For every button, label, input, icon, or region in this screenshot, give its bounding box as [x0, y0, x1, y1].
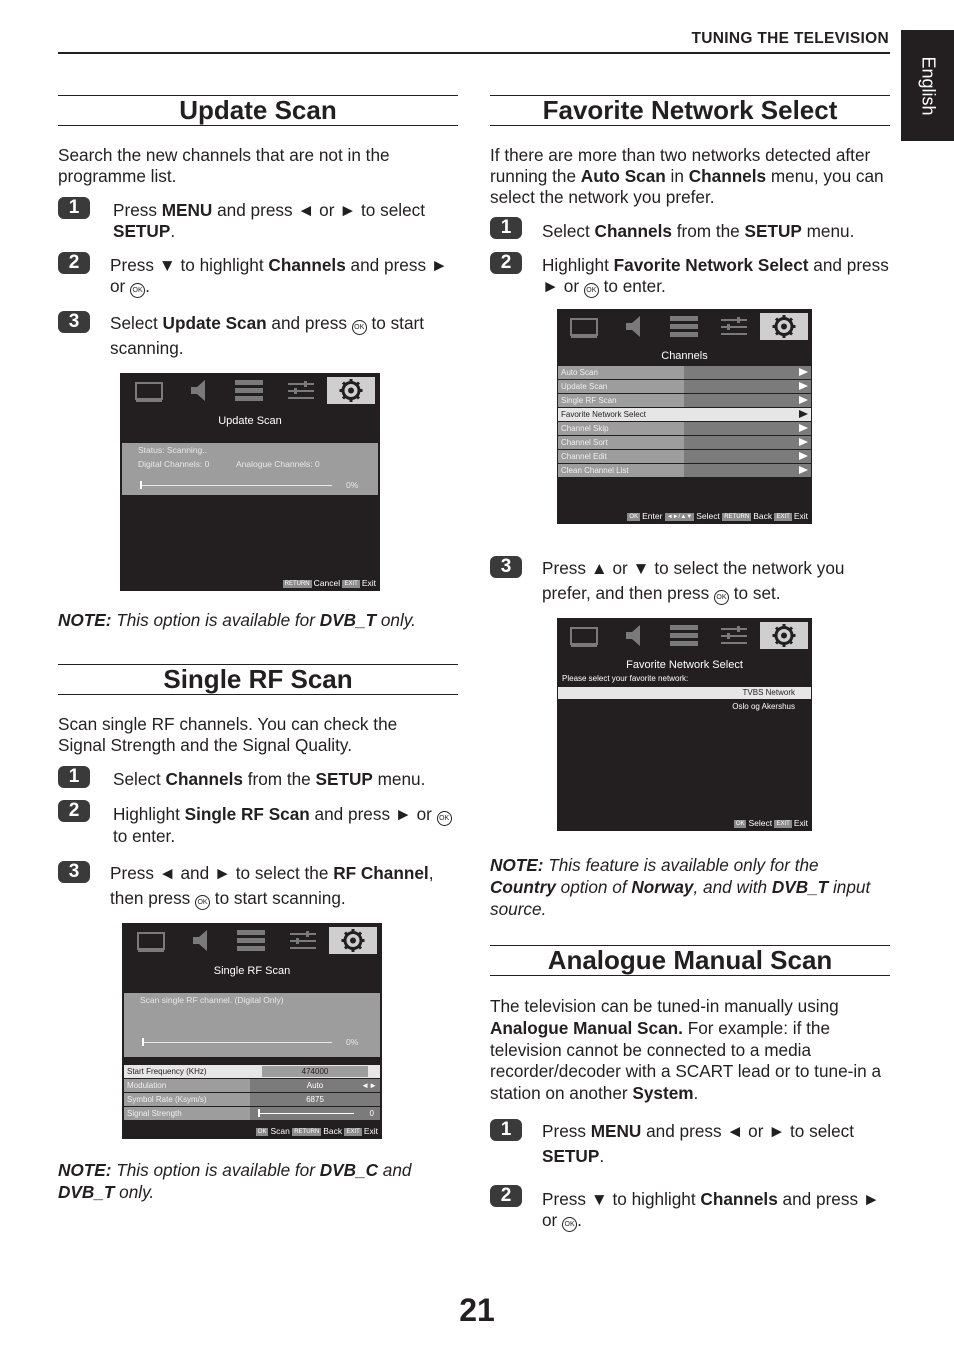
- setup-tab-selected: [760, 622, 808, 649]
- step-text: Select Update Scan and press OK to start scanning.: [110, 313, 424, 358]
- network-option-selected[interactable]: TVBS Network: [558, 687, 811, 699]
- screen-title: Update Scan: [218, 415, 282, 427]
- select-prompt: Please select your favorite network:: [562, 674, 689, 683]
- sound-icon: [623, 622, 645, 649]
- update-scan-note: NOTE: This option is available for DVB_T only.: [58, 610, 416, 630]
- section-title-analogue-manual-scan: Analogue Manual Scan: [490, 945, 890, 976]
- menu-icon-bar: [557, 618, 812, 652]
- arrow-right-icon: [799, 466, 808, 474]
- ok-button-icon: OK: [437, 811, 452, 826]
- screen-footer: RETURN Cancel EXIT Exit: [284, 578, 376, 588]
- param-row-symbol-rate[interactable]: Symbol Rate (Ksym/s) 6875: [124, 1093, 380, 1106]
- arrow-right-icon: [799, 452, 808, 460]
- sound-icon: [188, 377, 210, 404]
- screen-footer: OK Scan RETURN Back EXIT Exit: [257, 1126, 378, 1136]
- step-number: 3: [490, 556, 522, 578]
- step-number: 2: [58, 800, 90, 822]
- page-number: 21: [459, 1292, 495, 1328]
- ok-button-icon: OK: [562, 1217, 577, 1232]
- menu-item-channel-edit[interactable]: Channel Edit: [558, 450, 811, 463]
- setup-tab-selected: [760, 313, 808, 340]
- step-text: Select Channels from the SETUP menu.: [113, 769, 426, 789]
- scan-status-panel: [122, 443, 378, 495]
- step-number: 1: [490, 1119, 522, 1141]
- signal-bar: [258, 1113, 354, 1114]
- step-text: Highlight Single RF Scan and press ► or OK to enter.: [113, 804, 458, 847]
- settings-sliders-icon: [719, 622, 749, 649]
- scan-info-panel: [124, 993, 380, 1057]
- menu-icon-bar: [557, 309, 812, 343]
- settings-sliders-icon: [719, 313, 749, 340]
- picture-icon: [569, 622, 599, 649]
- language-label: English: [918, 55, 938, 116]
- analogue-manual-intro: The television can be tuned-in manually using Analogue Manual Scan. For example: if the television cannot be connected to a media recorder/decoder with a SCART lead or to tune-in a station on another System.: [490, 996, 882, 1104]
- arrow-right-icon: [799, 396, 808, 404]
- screen-title: Channels: [661, 350, 708, 362]
- language-tab: [901, 30, 954, 141]
- step-text: Press ▼ to highlight Channels and press ► or OK .: [542, 1189, 880, 1230]
- section-title-single-rf-scan: Single RF Scan: [58, 664, 458, 695]
- single-rf-screen: [122, 923, 382, 1139]
- channel-list-icon: [667, 313, 701, 340]
- param-row-start-frequency[interactable]: Start Frequency (KHz) 474000: [124, 1065, 380, 1078]
- step-text: Press ▼ to highlight Channels and press ► or OK .: [110, 255, 448, 296]
- single-rf-intro: Scan single RF channels. You can check the Signal Strength and the Signal Quality.: [58, 714, 398, 755]
- channel-list-icon: [667, 622, 701, 649]
- channel-list-icon: [234, 927, 268, 954]
- screen-footer: OK Select EXIT Exit: [735, 818, 808, 828]
- step-text: Press MENU and press ◄ or ► to select SETUP.: [113, 200, 425, 241]
- analogue-channel-count: Analogue Channels: 0: [236, 459, 320, 469]
- step-text: Select Channels from the SETUP menu.: [542, 221, 855, 241]
- digital-channel-count: Digital Channels: 0: [138, 459, 210, 469]
- menu-item-single-rf-scan[interactable]: Single RF Scan: [558, 394, 811, 407]
- step-number: 3: [58, 861, 90, 883]
- menu-item-favorite-network-select[interactable]: Favorite Network Select: [558, 408, 811, 421]
- param-row-signal-strength: Signal Strength 0: [124, 1107, 380, 1120]
- gear-icon: [340, 928, 366, 953]
- param-row-modulation[interactable]: Modulation Auto ◄►: [124, 1079, 380, 1092]
- update-scan-screen: [120, 373, 380, 591]
- step-number: 2: [490, 1185, 522, 1207]
- step-text: Press ▲ or ▼ to select the network you prefer, and then press OK to set.: [542, 558, 845, 603]
- screen-title: Favorite Network Select: [626, 659, 743, 671]
- setup-tab-selected: [329, 927, 377, 954]
- step-text: Press MENU and press ◄ or ► to select SETUP.: [542, 1121, 854, 1166]
- gear-icon: [338, 378, 364, 403]
- update-scan-intro: Search the new channels that are not in the programme list.: [58, 145, 390, 186]
- arrow-right-icon: [799, 410, 808, 418]
- picture-icon: [136, 927, 166, 954]
- menu-item-update-scan[interactable]: Update Scan: [558, 380, 811, 393]
- step-text: Press ◄ and ► to select the RF Channel, then press OK to start scanning.: [110, 863, 434, 908]
- menu-icon-bar: [122, 923, 382, 957]
- settings-sliders-icon: [288, 927, 318, 954]
- setup-tab-selected: [327, 377, 375, 404]
- progress-percent: 0%: [346, 480, 359, 490]
- ok-button-icon: OK: [714, 590, 729, 605]
- running-header: TUNING THE TELEVISION: [691, 30, 889, 47]
- header-rule: [58, 52, 890, 54]
- step-number: 1: [490, 217, 522, 239]
- channel-list-icon: [232, 377, 266, 404]
- scan-status: Status: Scanning..: [138, 445, 207, 455]
- single-rf-note: NOTE: This option is available for DVB_C and DVB_T only.: [58, 1160, 412, 1202]
- scan-info-text: Scan single RF channel. (Digital Only): [140, 995, 284, 1005]
- step-number: 1: [58, 197, 90, 219]
- favorite-network-screen: [557, 618, 812, 831]
- picture-icon: [134, 377, 164, 404]
- section-title-favorite-network: Favorite Network Select: [490, 95, 890, 126]
- step-text: Highlight Favorite Network Select and press ► or OK to enter.: [542, 255, 889, 296]
- step-number: 1: [58, 766, 90, 788]
- left-right-arrows-icon: ◄►: [361, 1081, 377, 1090]
- menu-item-channel-sort[interactable]: Channel Sort: [558, 436, 811, 449]
- favorite-network-note: NOTE: This feature is available only for the Country option of Norway, and with DVB_T input source.: [490, 855, 871, 919]
- progress-percent: 0%: [346, 1037, 359, 1047]
- gear-icon: [771, 623, 797, 648]
- arrow-right-icon: [799, 438, 808, 446]
- signal-marker: [258, 1109, 260, 1117]
- progress-bar: [140, 485, 332, 486]
- menu-item-channel-skip[interactable]: Channel Skip: [558, 422, 811, 435]
- favorite-network-intro: If there are more than two networks detected after running the Auto Scan in Channels menu, you can select the network you prefer.: [490, 145, 884, 207]
- menu-item-auto-scan[interactable]: Auto Scan: [558, 366, 811, 379]
- section-title-update-scan: Update Scan: [58, 95, 458, 126]
- ok-button-icon: OK: [195, 895, 210, 910]
- step-number: 2: [490, 252, 522, 274]
- sound-icon: [623, 313, 645, 340]
- screen-footer: OK Enter ◄►/▲▼ Select RETURN Back EXIT Exit: [629, 511, 808, 521]
- step-number: 2: [58, 252, 90, 274]
- arrow-right-icon: [799, 368, 808, 376]
- ok-button-icon: OK: [130, 283, 145, 298]
- settings-sliders-icon: [286, 377, 316, 404]
- network-option[interactable]: Oslo og Akershus: [732, 702, 795, 711]
- gear-icon: [771, 314, 797, 339]
- step-number: 3: [58, 311, 90, 333]
- arrow-right-icon: [799, 382, 808, 390]
- progress-bar: [142, 1042, 332, 1043]
- sound-icon: [190, 927, 212, 954]
- picture-icon: [569, 313, 599, 340]
- progress-marker: [142, 1038, 144, 1046]
- menu-icon-bar: [120, 373, 380, 407]
- menu-item-clean-channel-list[interactable]: Clean Channel List: [558, 464, 811, 477]
- progress-marker: [140, 481, 142, 489]
- arrow-right-icon: [799, 424, 808, 432]
- screen-title: Single RF Scan: [213, 965, 291, 977]
- ok-button-icon: OK: [352, 320, 367, 335]
- channels-menu-screen: [557, 309, 812, 524]
- ok-button-icon: OK: [584, 283, 599, 298]
